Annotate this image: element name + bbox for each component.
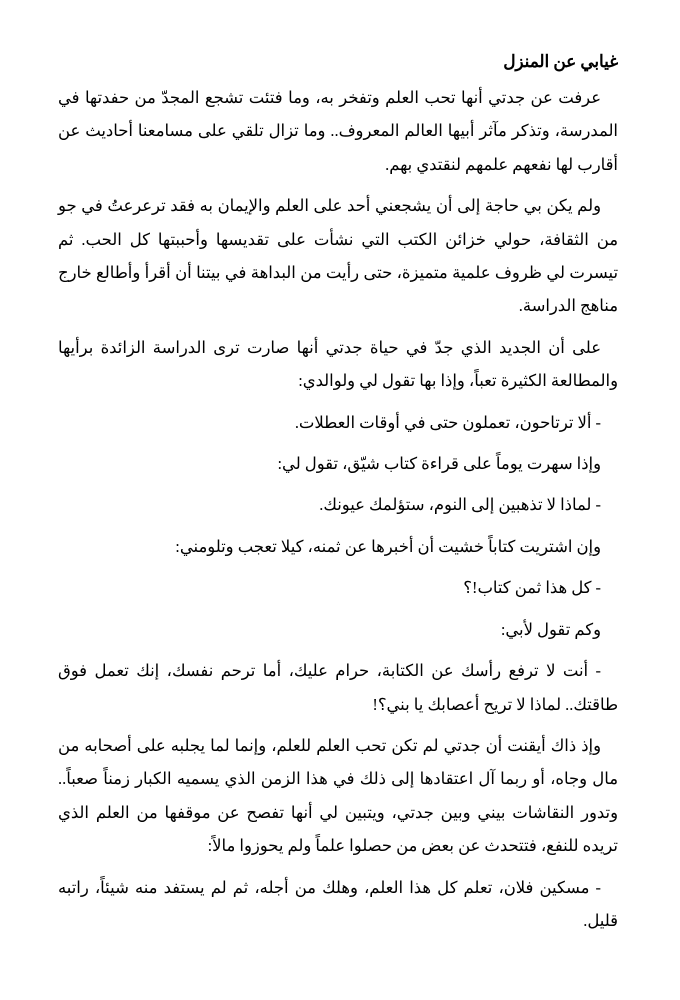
dialogue-line-poor-man: - مسكين فلان، تعلم كل هذا العلم، وهلك من أجله، ثم لم يستفد منه شيئاً، راتبه قليل. — [58, 877, 618, 930]
dialogue-line-book-price: - كل هذا ثمن كتاب!؟ — [463, 578, 601, 598]
paragraph-new-change: على أن الجديد الذي جدّ في حياة جدتي أنها صارت ترى الدراسة الزائدة برأيها والمطالعة الكثيرة تعباً، وإذا بها تقول لي ولوالدي: — [58, 337, 618, 391]
document-page — [58, 48, 618, 945]
dialogue-line-father: - أنت لا ترفع رأسك عن الكتابة، حرام عليك، أما ترحم نفسك، إنك تعمل فوق طاقتك.. لماذا لا تريح أعصابك يا بني؟! — [58, 661, 618, 714]
paragraph-grandmother-loves-knowledge: عرفت عن جدتي أنها تحب العلم وتفخر به، وما فتئت تشجع المجدّ من حفدتها في المدرسة، وتذكر مآثر أبيها العالم المعروف.. وما تزال تلقي على مسامعنا أحاديث عن أقارب لها نفعهم علمهم لنقتدي بهم. — [58, 88, 618, 174]
paragraph-realization: وإذ ذاك أيقنت أن جدتي لم تكن تحب العلم للعلم، وإنما لما يجلبه على أصحابه من مال وجاه، أو ربما آل اعتقادها إلى ذلك في هذا الزمن الذي يسميه الكبار زمناً صعباً.. وتدور النقاشات بيني وبين جدتي، ويتبين لي أنها تفصح عن موقفها من العلم الذي تريده للنفع، فتتحدث عن بعض من حصلوا علماً ولم يحوزوا مالاً: — [58, 735, 618, 856]
paragraph-says-to-father: وكم تقول لأبي: — [500, 619, 601, 639]
paragraph-buying-book: وإن اشتريت كتاباً خشيت أن أخبرها عن ثمنه، كيلا تعجب وتلومني: — [175, 536, 601, 556]
dialogue-line-rest: - ألا ترتاحون، تعملون حتى في أوقات العطلات. — [294, 412, 601, 432]
paragraph-staying-up: وإذا سهرت يوماً على قراءة كتاب شيّق، تقول لي: — [277, 454, 601, 474]
paragraph-culture-upbringing: ولم يكن بي حاجة إلى أن يشجعني أحد على العلم والإيمان به فقد ترعرعتُ في جو من الثقافة، حولي خزائن الكتب التي نشأت على تقديسها وأحببتها كل الحب. ثم تيسرت لي ظروف علمية متميزة، حتى رأيت من البداهة في بيتنا أن أقرأ وأطالع خارج مناهج الدراسة. — [58, 196, 618, 316]
dialogue-line-sleep: - لماذا لا تذهبين إلى النوم، ستؤلمك عيونك. — [319, 495, 601, 515]
document-title: غيابي عن المنزل — [503, 52, 618, 71]
